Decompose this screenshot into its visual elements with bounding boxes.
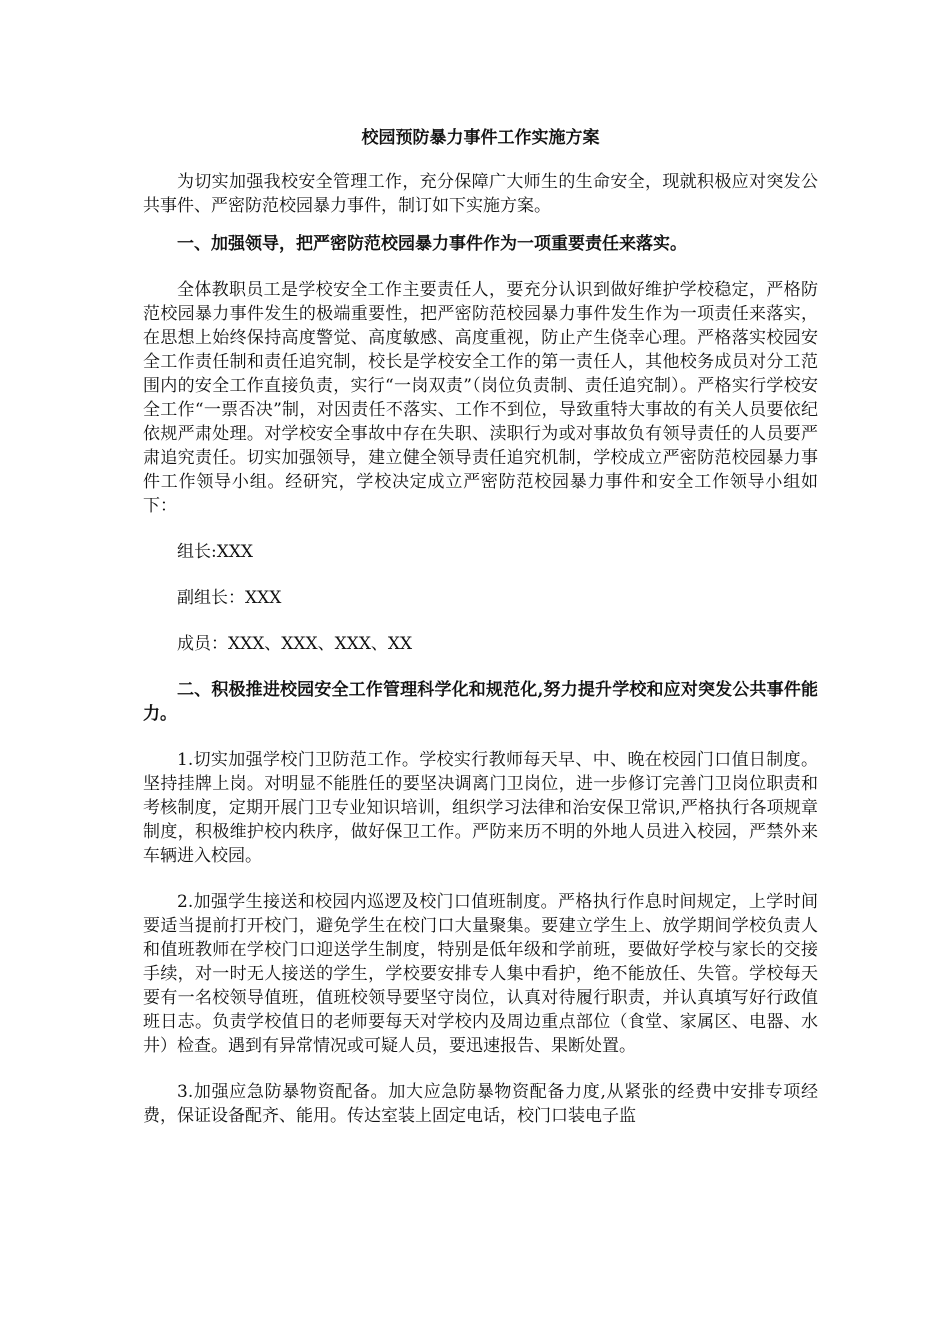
- section-2-heading: 二、积极推进校园安全工作管理科学化和规范化,努力提升学校和应对突发公共事件能力。: [143, 680, 818, 724]
- document-title: 校园预防暴力事件工作实施方案: [361, 128, 600, 148]
- section-2-item-2: 2.加强学生接送和校园内巡逻及校门口值班制度。严格执行作息时间规定，上学时间要适当提前打开校门，避免学生在校门口大量聚集。要建立学生上、放学期间学校负责人和值班教师在学校门口迎送学生制度，特别是低年级和学前班，要做好学校与家长的交接手续，对一时无人接送的学生，学校要安排专人集中看护，绝不能放任、失管。学校每天要有一名校领导值班，值班校领导要坚守岗位，认真对待履行职责，并认真填写好行政值班日志。负责学校值日的老师要每天对学校内及周边重点部位（食堂、家属区、电器、水井）检查。遇到有异常情况或可疑人员，要迅速报告、果断处置。: [143, 892, 818, 1056]
- section-1-heading: 一、加强领导，把严密防范校园暴力事件作为一项重要责任来落实。: [177, 234, 687, 254]
- group-members-line: 成员：XXX、XXX、XXX、XX: [177, 634, 413, 654]
- group-leader-line: 组长:XXX: [177, 542, 254, 562]
- intro-paragraph: 为切实加强我校安全管理工作，充分保障广大师生的生命安全，现就积极应对突发公共事件、严密防范校园暴力事件，制订如下实施方案。: [143, 172, 818, 216]
- section-2-item-3: 3.加强应急防暴物资配备。加大应急防暴物资配备力度,从紧张的经费中安排专项经费，保证设备配齐、能用。传达室装上固定电话，校门口装电子监: [143, 1082, 818, 1126]
- section-2-item-1: 1.切实加强学校门卫防范工作。学校实行教师每天早、中、晚在校园门口值日制度。坚持挂牌上岗。对明显不能胜任的要坚决调离门卫岗位，进一步修订完善门卫岗位职责和考核制度，定期开展门卫专业知识培训，组织学习法律和治安保卫常识,严格执行各项规章制度，积极维护校内秩序，做好保卫工作。严防来历不明的外地人员进入校园，严禁外来车辆进入校园。: [143, 750, 818, 866]
- group-deputy-line: 副组长：XXX: [177, 588, 282, 608]
- section-1-body: 全体教职员工是学校安全工作主要责任人，要充分认识到做好维护学校稳定，严格防范校园暴力事件发生的极端重要性，把严密防范校园暴力事件发生作为一项责任来落实，在思想上始终保持高度警觉、高度敏感、高度重视，防止产生侥幸心理。严格落实校园安全工作责任制和责任追究制，校长是学校安全工作的第一责任人，其他校务成员对分工范围内的安全工作直接负责，实行“一岗双责”（岗位负责制、责任追究制）。严格实行学校安全工作“一票否决”制，对因责任不落实、工作不到位，导致重特大事故的有关人员要依纪依规严肃处理。对学校安全事故中存在失职、渎职行为或对事故负有领导责任的人员要严肃追究责任。切实加强领导，建立健全领导责任追究机制，学校成立严密防范校园暴力事件工作领导小组。经研究，学校决定成立严密防范校园暴力事件和安全工作领导小组如下：: [143, 280, 818, 516]
